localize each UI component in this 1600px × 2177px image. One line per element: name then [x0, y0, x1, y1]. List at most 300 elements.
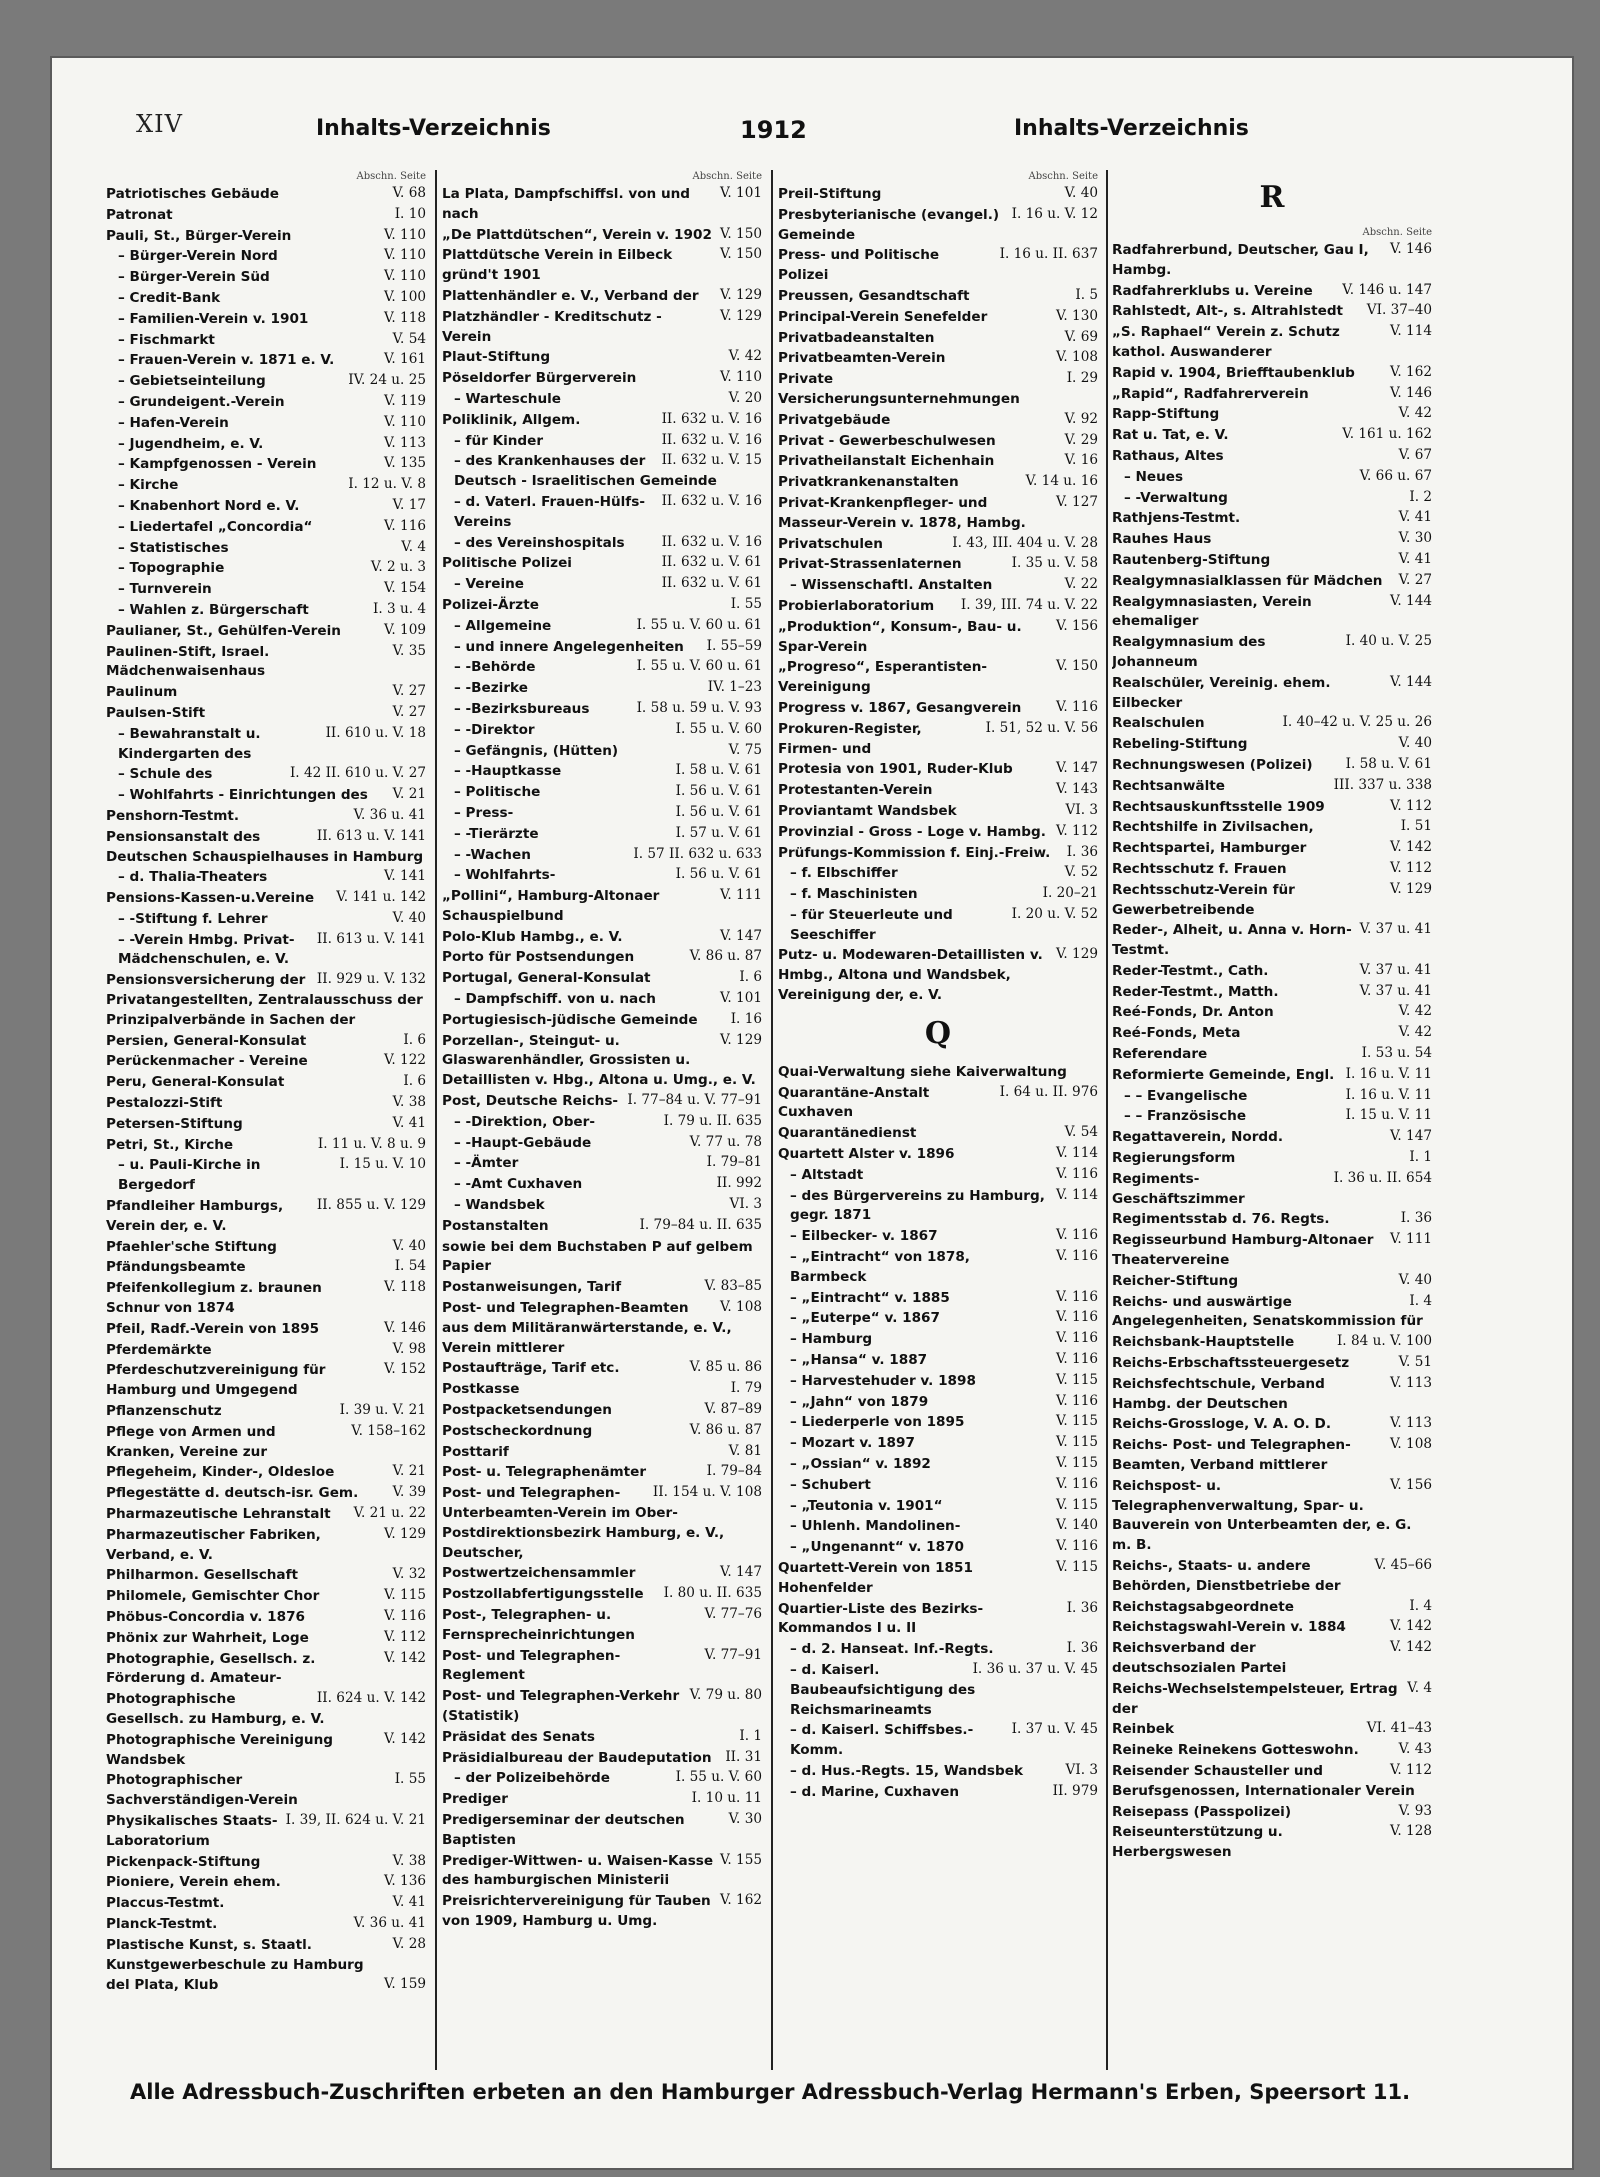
entry-name: – Familien-Verein v. 1901	[118, 310, 309, 327]
index-entry	[442, 553, 762, 573]
index-entry	[442, 574, 762, 594]
entry-reference: V. 116	[383, 1607, 426, 1624]
entry-reference: I. 10	[394, 205, 426, 222]
entry-name: Pfaehler'sche Stiftung	[106, 1238, 277, 1255]
index-entry	[442, 492, 762, 532]
entry-reference: V. 20	[728, 389, 762, 406]
entry-name: Plattenhändler e. V., Verband der	[442, 287, 699, 304]
entry-name: Privatkrankenanstalten	[778, 474, 959, 491]
entry-reference: V. 85 u. 86	[689, 1359, 762, 1376]
index-entry	[106, 309, 426, 329]
entry-name: Rathjens-Testmt.	[1112, 510, 1241, 527]
index-entry	[106, 1401, 426, 1421]
entry-reference: V. 41	[1398, 550, 1432, 567]
entry-reference: I. 79	[730, 1380, 762, 1397]
entry-name: sowie bei dem Buchstaben P auf gelbem Papier	[442, 1238, 753, 1275]
entry-name: Postpacketsendungen	[442, 1402, 612, 1419]
index-entry	[1112, 425, 1432, 445]
entry-reference: V. 83–85	[704, 1278, 762, 1295]
entry-reference: I. 79 u. II. 635	[663, 1112, 762, 1129]
entry-reference: V. 116	[1055, 1475, 1098, 1492]
entry-reference: V. 38	[392, 1852, 426, 1869]
entry-name: Referendare	[1112, 1046, 1208, 1063]
index-entry	[106, 1422, 426, 1462]
entry-reference: I. 16 u. V. 12	[1011, 205, 1098, 222]
entry-reference: V. 27	[1398, 571, 1432, 588]
entry-reference: I. 36	[1066, 1640, 1098, 1657]
entry-reference: II. 632 u. V. 61	[661, 575, 762, 592]
index-entry	[442, 761, 762, 781]
entry-name: Privat-Krankenpfleger- und Masseur-Verein v. 1878, Hambg.	[778, 494, 1026, 531]
index-column-1	[106, 170, 426, 2070]
entry-reference: II. 613 u. V. 141	[316, 827, 426, 844]
index-entry	[1112, 838, 1432, 858]
entry-name: Phöbus-Concordia v. 1876	[106, 1608, 305, 1625]
index-entry	[778, 431, 1098, 451]
index-entry	[106, 454, 426, 474]
entry-name: – u. Pauli-Kirche in Bergedorf	[118, 1157, 261, 1194]
entry-reference: I. 79–81	[706, 1154, 762, 1171]
index-entry	[1112, 571, 1432, 591]
entry-name: – d. Kaiserl. Schiffsbes.-Komm.	[790, 1722, 974, 1759]
entry-name: Predigerseminar der deutschen Baptisten	[442, 1811, 685, 1848]
entry-name: – -Stiftung f. Lehrer	[118, 910, 268, 927]
index-entry	[1112, 673, 1432, 713]
entry-reference: V. 41	[392, 1894, 426, 1911]
index-entry	[778, 1433, 1098, 1453]
entry-reference: V. 129	[719, 286, 762, 303]
index-entry	[778, 719, 1098, 759]
entry-name: Pfeifenkollegium z. braunen Schnur von 1874	[106, 1280, 322, 1317]
index-entry	[106, 1893, 426, 1913]
column-header: Abschn. Seite	[1362, 227, 1432, 238]
entry-name: Pickenpack-Stiftung	[106, 1853, 261, 1870]
index-entry	[778, 184, 1098, 204]
section-letter: R	[1259, 180, 1285, 215]
index-entry	[106, 1196, 426, 1236]
entry-reference: V. 40	[392, 909, 426, 926]
entry-name: Reichs-Wechselstempelsteuer, Ertrag der	[1112, 1680, 1398, 1717]
index-entry	[106, 1114, 426, 1134]
entry-reference: V. 37 u. 41	[1359, 921, 1432, 938]
entry-reference: V. 77–76	[704, 1605, 762, 1622]
entry-name: – Kirche	[118, 477, 179, 494]
entry-name: Reichs-, Staats- u. andere Behörden, Dienstbetriebe der	[1112, 1558, 1341, 1594]
index-entry	[442, 1768, 762, 1788]
entry-name: Petersen-Stiftung	[106, 1115, 243, 1132]
index-entry	[1112, 1023, 1432, 1043]
entry-reference: V. 144	[1389, 592, 1432, 609]
entry-name: – -Direktor	[454, 721, 535, 738]
entry-name: Reder-Testmt., Cath.	[1112, 962, 1269, 979]
index-entry	[442, 1748, 762, 1768]
entry-name: Penshorn-Testmt.	[106, 807, 240, 824]
index-entry	[778, 801, 1098, 821]
entry-reference: V. 147	[719, 1564, 762, 1581]
index-entry	[778, 1123, 1098, 1143]
index-entry	[442, 307, 762, 347]
entry-name: – -Ämter	[454, 1155, 519, 1172]
entry-name: – Uhlenh. Mandolinen-	[790, 1518, 961, 1535]
entry-name: „Produktion“, Konsum-, Bau- u. Spar-Verein	[778, 618, 1022, 655]
entry-reference: IV. 24 u. 25	[348, 372, 426, 389]
index-entry	[1112, 550, 1432, 570]
entry-name: – Neues	[1124, 468, 1184, 485]
entry-reference: V. 42	[1398, 1024, 1432, 1041]
index-entry	[778, 451, 1098, 471]
entry-name: – Credit-Bank	[118, 289, 221, 306]
index-entry	[778, 780, 1098, 800]
index-entry	[442, 1112, 762, 1132]
entry-reference: V. 141	[383, 868, 426, 885]
entry-name: Pestalozzi-Stift	[106, 1095, 223, 1112]
entry-reference: V. 129	[1055, 946, 1098, 963]
entry-reference: II. 624 u. V. 142	[316, 1690, 426, 1707]
index-entry	[778, 1186, 1098, 1226]
entry-name: – des Vereinshospitals	[454, 534, 625, 551]
index-entry	[106, 1525, 426, 1565]
entry-name: Rechtspartei, Hamburger	[1112, 840, 1307, 857]
entry-reference: V. 2 u. 3	[370, 559, 426, 576]
entry-reference: I. 40–42 u. V. 25 u. 26	[1282, 714, 1432, 731]
index-entry	[1112, 1719, 1432, 1739]
index-entry	[1112, 920, 1432, 960]
entry-name: – Turnverein	[118, 581, 212, 598]
entry-name: – „Euterpe“ v. 1867	[790, 1310, 940, 1327]
index-entry	[1112, 1802, 1432, 1822]
entry-reference: V. 116	[1055, 1351, 1098, 1368]
entry-reference: V. 115	[1055, 1496, 1098, 1513]
entry-reference: V. 30	[728, 1810, 762, 1827]
index-entry	[1112, 1822, 1432, 1862]
index-entry	[106, 226, 426, 246]
entry-name: – -Tierärzte	[454, 825, 539, 842]
entry-name: Prokuren-Register, Firmen- und	[778, 720, 922, 757]
entry-reference: II. 979	[1052, 1782, 1098, 1799]
entry-name: Pensions-Kassen-u.Vereine	[106, 890, 315, 907]
entry-name: Pflanzenschutz	[106, 1403, 222, 1420]
entry-reference: V. 98	[392, 1340, 426, 1357]
entry-reference: V. 112	[1389, 859, 1432, 876]
entry-name: – -Bezirksbureaus	[454, 700, 590, 717]
entry-name: Postzollabfertigungsstelle	[442, 1586, 644, 1603]
entry-name: Rautenberg-Stiftung	[1112, 551, 1271, 568]
entry-reference: II. 855 u. V. 129	[316, 1197, 426, 1214]
entry-reference: I. 10 u. 11	[691, 1790, 762, 1807]
index-entry	[442, 410, 762, 430]
index-entry	[442, 1298, 762, 1357]
index-entry	[1112, 1271, 1432, 1291]
entry-reference: I. 36 u. II. 654	[1333, 1169, 1432, 1186]
entry-name: Pflege von Armen und Kranken, Vereine zur	[106, 1423, 276, 1460]
entry-reference: I. 29	[1066, 370, 1098, 387]
entry-reference: V. 22	[1064, 576, 1098, 593]
entry-reference: V. 152	[383, 1361, 426, 1378]
index-entry	[106, 184, 426, 204]
index-entry	[778, 1558, 1098, 1598]
column-header: Abschn. Seite	[356, 171, 426, 182]
index-entry	[1112, 404, 1432, 424]
index-entry	[442, 245, 762, 285]
entry-reference: I. 55 u. V. 60	[675, 720, 762, 737]
entry-name: – Kampfgenossen - Verein	[118, 456, 317, 473]
entry-name: Portugal, General-Konsulat	[442, 970, 651, 987]
index-entry	[778, 307, 1098, 327]
entry-reference: V. 87–89	[704, 1401, 762, 1418]
entry-name: Protestanten-Verein	[778, 782, 933, 799]
index-entry	[106, 434, 426, 454]
index-entry	[106, 1483, 426, 1503]
index-entry	[778, 328, 1098, 348]
index-entry	[106, 930, 426, 970]
entry-reference: I. 79–84	[706, 1463, 762, 1480]
entry-name: – „Teutonia v. 1901“	[790, 1497, 943, 1514]
entry-name: Photographischer Sachverständigen-Verein	[106, 1772, 298, 1809]
entry-reference: I. 55 u. V. 60	[675, 1769, 762, 1786]
index-entry	[106, 496, 426, 516]
index-entry	[1112, 1230, 1432, 1270]
entry-reference: V. 116	[1055, 1330, 1098, 1347]
index-entry	[106, 1607, 426, 1627]
entry-name: – d. Marine, Cuxhaven	[790, 1783, 960, 1800]
entry-name: Quai-Verwaltung siehe Kaiverwaltung	[778, 1063, 1067, 1080]
entry-reference: I. 6	[403, 1031, 426, 1048]
entry-reference: V. 111	[719, 887, 762, 904]
entry-name: Philharmon. Gesellschaft	[106, 1567, 299, 1584]
entry-reference: I. 15 u. V. 11	[1345, 1107, 1432, 1124]
entry-reference: V. 119	[383, 392, 426, 409]
index-entry	[1112, 488, 1432, 508]
index-entry	[106, 205, 426, 225]
entry-name: Proviantamt Wandsbek	[778, 802, 957, 819]
entry-reference: V. 142	[1389, 1639, 1432, 1656]
entry-name: – Wohlfahrts-	[454, 867, 556, 884]
entry-name: Rechtsschutz-Verein für Gewerbetreibende	[1112, 881, 1295, 918]
index-entry	[778, 1599, 1098, 1639]
index-entry	[442, 720, 762, 740]
entry-reference: V. 146	[383, 1319, 426, 1336]
index-entry	[106, 724, 426, 764]
index-entry	[106, 1649, 426, 1689]
entry-name: Polo-Klub Hambg., e. V.	[442, 928, 623, 945]
entry-name: Pflegeheim, Kinder-, Oldesloe	[106, 1464, 335, 1481]
entry-name: – Knabenhort Nord e. V.	[118, 497, 300, 514]
entry-reference: V. 129	[719, 1031, 762, 1048]
entry-name: – Bürger-Verein Süd	[118, 269, 270, 286]
entry-reference: V. 136	[383, 1873, 426, 1890]
index-entry	[1112, 363, 1432, 383]
entry-reference: I. 39 u. V. 21	[339, 1402, 426, 1419]
entry-reference: V. 108	[1389, 1436, 1432, 1453]
index-entry	[106, 785, 426, 805]
index-entry	[442, 1851, 762, 1891]
entry-name: – -Verwaltung	[1124, 489, 1228, 506]
entry-reference: V. 158–162	[351, 1422, 426, 1439]
entry-name: Porzellan-, Steingut- u. Glaswarenhändler, Grossisten u. Detaillisten v. Hbg., Altona u. Umg., e. V.	[442, 1032, 756, 1089]
index-entry	[778, 1516, 1098, 1536]
entry-name: – Hafen-Verein	[118, 414, 229, 431]
entry-name: Rauhes Haus	[1112, 531, 1212, 548]
entry-reference: II. 992	[716, 1175, 762, 1192]
entry-name: Post, Deutsche Reichs-	[442, 1093, 619, 1110]
entry-name: Provinzial - Gross - Loge v. Hambg.	[778, 823, 1046, 840]
entry-name: – Wahlen z. Bürgerschaft	[118, 601, 309, 618]
entry-name: Realgymnasiasten, Verein ehemaliger	[1112, 593, 1312, 630]
index-entry	[442, 637, 762, 657]
index-entry	[106, 1770, 426, 1810]
entry-reference: V. 14 u. 16	[1025, 473, 1098, 490]
index-entry	[778, 245, 1098, 285]
entry-name: Radfahrerbund, Deutscher, Gau I, Hambg.	[1112, 242, 1369, 278]
entry-reference: V. 142	[383, 1649, 426, 1666]
entry-name: „De Plattdütschen“, Verein v. 1902	[442, 226, 712, 243]
entry-reference: II. 929 u. V. 132	[316, 971, 426, 988]
entry-reference: V. 114	[1055, 1186, 1098, 1203]
index-entry	[1112, 592, 1432, 632]
index-entry	[778, 698, 1098, 718]
index-entry	[106, 538, 426, 558]
entry-reference: V. 112	[1055, 822, 1098, 839]
index-entry	[1112, 776, 1432, 796]
index-entry	[442, 1727, 762, 1747]
entry-reference: V. 114	[1389, 323, 1432, 340]
index-entry	[778, 1308, 1098, 1328]
index-entry	[1112, 1617, 1432, 1637]
entry-reference: V. 155	[719, 1851, 762, 1868]
index-entry	[442, 1237, 762, 1277]
entry-name: Post- und Telegraphen-Reglement	[442, 1647, 621, 1684]
index-entry	[106, 1155, 426, 1195]
entry-name: Persien, General-Konsulat	[106, 1032, 307, 1049]
index-entry	[1112, 817, 1432, 837]
entry-name: Petri, St., Kirche	[106, 1136, 234, 1153]
entry-name: – -Bezirke	[454, 680, 528, 697]
entry-reference: I. 56 u. V. 61	[675, 866, 762, 883]
entry-reference: V. 40	[1398, 735, 1432, 752]
index-entry	[1112, 1740, 1432, 1760]
entry-name: – Altstadt	[790, 1166, 864, 1183]
entry-reference: I. 42 II. 610 u. V. 27	[289, 765, 426, 782]
entry-reference: V. 111	[1389, 1231, 1432, 1248]
index-entry	[442, 1277, 762, 1297]
entry-name: – Wandsbek	[454, 1197, 545, 1214]
index-entry	[778, 1496, 1098, 1516]
index-entry	[106, 267, 426, 287]
index-entry	[442, 886, 762, 926]
entry-reference: V. 115	[383, 1587, 426, 1604]
entry-name: Post- und Telegraphen-Beamten aus dem Militäranwärterstande, e. V., Verein mittlerer	[442, 1300, 732, 1356]
entry-reference: V. 146	[1389, 241, 1432, 257]
entry-name: Reichs- Post- und Telegraphen-Beamten, Verband mittlerer	[1112, 1437, 1351, 1474]
entry-reference: V. 116	[1055, 1309, 1098, 1326]
index-entry	[442, 1584, 762, 1604]
index-entry	[442, 947, 762, 967]
entry-name: Paulinen-Stift, Israel. Mädchenwaisenhaus	[106, 643, 270, 680]
entry-reference: VI. 3	[1065, 1761, 1098, 1778]
index-entry	[106, 1730, 426, 1770]
entry-reference: I. 6	[403, 1073, 426, 1090]
entry-reference: I. 54	[394, 1258, 426, 1275]
entry-name: Pharmazeutischer Fabriken, Verband, e. V.	[106, 1526, 321, 1563]
index-entry	[778, 1226, 1098, 1246]
entry-reference: V. 30	[1398, 530, 1432, 547]
entry-name: Rathaus, Altes	[1112, 447, 1224, 464]
entry-reference: I. 20–21	[1042, 885, 1098, 902]
entry-reference: V. 17	[392, 496, 426, 513]
entry-reference: II. 610 u. V. 18	[325, 724, 426, 741]
entry-reference: I. 84 u. V. 100	[1336, 1333, 1432, 1350]
index-entry	[106, 1093, 426, 1113]
index-entry	[106, 1628, 426, 1648]
index-entry	[106, 888, 426, 908]
index-entry	[106, 1360, 426, 1400]
index-entry	[1112, 1332, 1432, 1352]
entry-name: Rechtsanwälte	[1112, 777, 1225, 794]
index-entry	[106, 1278, 426, 1318]
entry-name: Portugiesisch-jüdische Gemeinde	[442, 1011, 698, 1028]
entry-name: Rechnungswesen (Polizei)	[1112, 756, 1313, 773]
index-entry	[778, 596, 1098, 616]
entry-reference: V. 32	[392, 1566, 426, 1583]
entry-name: Pferdeschutzvereinigung für Hamburg und Umgegend	[106, 1362, 326, 1399]
index-entry	[1112, 1292, 1432, 1332]
entry-name: Polizei-Ärzte	[442, 596, 539, 613]
entry-name: Physikalisches Staats-Laboratorium	[106, 1812, 278, 1849]
entry-reference: V. 68	[392, 185, 426, 201]
index-entry	[442, 741, 762, 761]
entry-name: Reichsverband der deutschsozialen Partei	[1112, 1640, 1287, 1676]
entry-name: – Fischmarkt	[118, 331, 215, 348]
entry-name: Preisrichtervereinigung für Tauben von 1909, Hamburg u. Umg.	[442, 1893, 711, 1929]
entry-name: – Frauen-Verein v. 1871 e. V.	[118, 352, 335, 369]
index-entry	[1112, 1353, 1432, 1373]
entry-name: Postscheckordnung	[442, 1422, 593, 1439]
entry-name: „Pollini“, Hamburg-Altonaer Schauspielbund	[442, 888, 660, 924]
entry-name: Rechtshilfe in Zivilsachen,	[1112, 819, 1314, 836]
entry-reference: I. 16	[730, 1010, 762, 1027]
entry-name: Patriotisches Gebäude	[106, 186, 279, 202]
entry-reference: V. 27	[392, 683, 426, 700]
entry-name: Protesia von 1901, Ruder-Klub	[778, 761, 1013, 778]
entry-name: – Vereine	[454, 576, 525, 593]
entry-reference: II. 632 u. V. 61	[661, 554, 762, 571]
entry-name: Post- und Telegraphen-Verkehr (Statistik)	[442, 1688, 680, 1724]
entry-name: – d. Hus.-Regts. 15, Wandsbek	[790, 1762, 1023, 1779]
entry-reference: I. 80 u. II. 635	[663, 1585, 762, 1602]
index-entry	[1112, 713, 1432, 733]
entry-reference: I. 6	[739, 969, 762, 986]
index-entry	[442, 1358, 762, 1378]
entry-name: Quartett-Verein von 1851 Hohenfelder	[778, 1560, 973, 1596]
index-entry	[442, 1153, 762, 1173]
entry-reference: V. 110	[719, 369, 762, 386]
entry-name: Postanstalten	[442, 1217, 549, 1234]
entry-name: Philomele, Gemischter Chor	[106, 1588, 320, 1605]
entry-reference: I. 55–59	[706, 637, 762, 654]
index-entry	[442, 1605, 762, 1645]
entry-reference: V. 52	[1064, 864, 1098, 881]
entry-name: Präsidialbureau der Baudeputation	[442, 1749, 712, 1766]
entry-reference: I. 4	[1409, 1292, 1432, 1309]
index-entry	[778, 863, 1098, 883]
index-entry	[778, 1392, 1098, 1412]
entry-reference: I. 58 u. V. 61	[675, 762, 762, 779]
entry-name: Peru, General-Konsulat	[106, 1074, 285, 1091]
entry-name: Quarantänedienst	[778, 1125, 917, 1142]
entry-reference: I. 36	[1066, 843, 1098, 860]
index-entry	[106, 1031, 426, 1051]
index-entry	[442, 595, 762, 615]
